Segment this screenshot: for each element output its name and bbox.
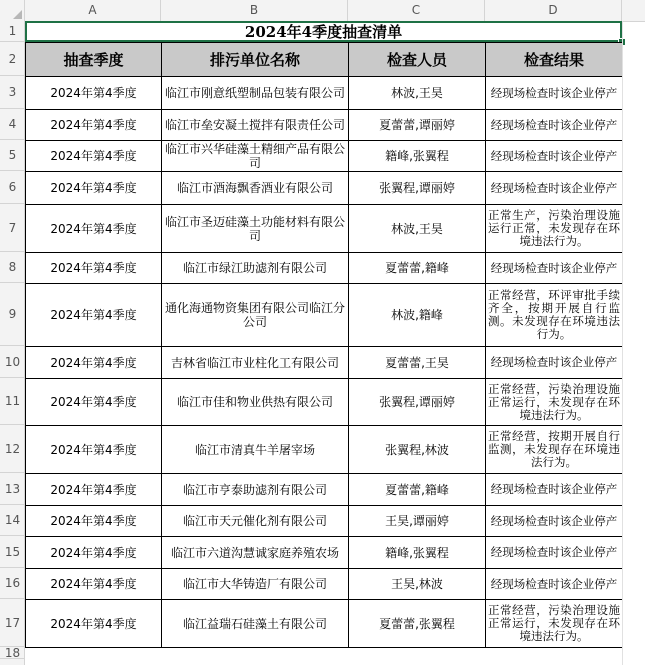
unit-name-cell[interactable]: 吉林省临江市业柱化工有限公司 xyxy=(162,347,349,379)
quarter-cell[interactable]: 2024年第4季度 xyxy=(26,537,162,569)
inspectors-cell[interactable]: 夏蕾蕾,王昊 xyxy=(349,347,486,379)
unit-name-cell[interactable]: 临江市清真牛羊屠宰场 xyxy=(162,426,349,474)
inspectors-cell[interactable]: 林波,籍峰 xyxy=(349,284,486,347)
inspectors-cell[interactable]: 王昊,谭丽婷 xyxy=(349,506,486,537)
header-inspectors[interactable]: 检查人员 xyxy=(349,43,486,77)
row-header-17[interactable]: 17 xyxy=(0,599,25,647)
result-cell[interactable]: 经现场检查时该企业停产 xyxy=(486,347,623,379)
inspectors-cell[interactable]: 张翼程,谭丽婷 xyxy=(349,172,486,205)
header-row xyxy=(26,43,623,77)
table-row xyxy=(26,426,623,474)
table-row xyxy=(26,379,623,426)
quarter-cell[interactable]: 2024年第4季度 xyxy=(26,474,162,506)
column-header-b[interactable]: B xyxy=(161,0,348,21)
row-header-3[interactable]: 3 xyxy=(0,76,25,109)
table-row xyxy=(26,569,623,600)
unit-name-cell[interactable]: 临江市佳和物业供热有限公司 xyxy=(162,379,349,426)
result-cell[interactable]: 正常经营，污染治理设施正常运行，未发现存在环境违法行为。 xyxy=(486,600,623,648)
quarter-cell[interactable]: 2024年第4季度 xyxy=(26,506,162,537)
table-row xyxy=(26,253,623,284)
inspectors-cell[interactable]: 林波,王昊 xyxy=(349,77,486,110)
unit-name-cell[interactable]: 临江市绿江助滤剂有限公司 xyxy=(162,253,349,284)
table-row xyxy=(26,537,623,569)
gridline xyxy=(622,21,623,665)
unit-name-cell[interactable]: 临江市亨泰助滤剂有限公司 xyxy=(162,474,349,506)
unit-name-cell[interactable]: 临江市天元催化剂有限公司 xyxy=(162,506,349,537)
row-header-11[interactable]: 11 xyxy=(0,378,25,425)
quarter-cell[interactable]: 2024年第4季度 xyxy=(26,347,162,379)
inspectors-cell[interactable]: 张翼程,林波 xyxy=(349,426,486,474)
result-cell[interactable]: 正常生产，污染治理设施运行正常，未发现存在环境违法行为。 xyxy=(486,205,623,253)
row-header-7[interactable]: 7 xyxy=(0,204,25,252)
header-result[interactable]: 检查结果 xyxy=(486,43,623,77)
row-header-14[interactable]: 14 xyxy=(0,505,25,536)
result-cell[interactable]: 经现场检查时该企业停产 xyxy=(486,537,623,569)
quarter-cell[interactable]: 2024年第4季度 xyxy=(26,205,162,253)
result-cell[interactable]: 正常经营，污染治理设施正常运行，未发现存在环境违法行为。 xyxy=(486,379,623,426)
result-cell[interactable]: 经现场检查时该企业停产 xyxy=(486,253,623,284)
row-header-2[interactable]: 2 xyxy=(0,42,25,76)
column-header-bar xyxy=(0,0,645,22)
result-cell[interactable]: 经现场检查时该企业停产 xyxy=(486,77,623,110)
header-quarter[interactable]: 抽查季度 xyxy=(26,43,162,77)
result-cell[interactable]: 经现场检查时该企业停产 xyxy=(486,474,623,506)
result-cell[interactable]: 正常经营，环评审批手续齐全，按期开展自行监测。未发现存在环境违法行为。 xyxy=(486,284,623,347)
quarter-cell[interactable]: 2024年第4季度 xyxy=(26,569,162,600)
inspectors-cell[interactable]: 籍峰,张翼程 xyxy=(349,537,486,569)
result-cell[interactable]: 经现场检查时该企业停产 xyxy=(486,110,623,141)
quarter-cell[interactable]: 2024年第4季度 xyxy=(26,284,162,347)
result-cell[interactable]: 正常经营，按期开展自行监测，未发现存在环境违法行为。 xyxy=(486,426,623,474)
column-header-c[interactable]: C xyxy=(348,0,485,21)
row-header-9[interactable]: 9 xyxy=(0,283,25,346)
table-row xyxy=(26,172,623,205)
sheet-title-cell[interactable]: 2024年4季度抽查清单 xyxy=(244,23,403,41)
unit-name-cell[interactable]: 临江市六道沟慧诚家庭养殖农场 xyxy=(162,537,349,569)
table-row xyxy=(26,474,623,506)
row-header-12[interactable]: 12 xyxy=(0,425,25,473)
inspectors-cell[interactable]: 张翼程,谭丽婷 xyxy=(349,379,486,426)
row-header-4[interactable]: 4 xyxy=(0,109,25,140)
table-row xyxy=(26,506,623,537)
unit-name-cell[interactable]: 临江市大华铸造厂有限公司 xyxy=(162,569,349,600)
result-cell[interactable]: 经现场检查时该企业停产 xyxy=(486,172,623,205)
quarter-cell[interactable]: 2024年第4季度 xyxy=(26,110,162,141)
quarter-cell[interactable]: 2024年第4季度 xyxy=(26,426,162,474)
select-all-corner[interactable] xyxy=(0,0,25,21)
quarter-cell[interactable]: 2024年第4季度 xyxy=(26,172,162,205)
table-row xyxy=(26,77,623,110)
header-unit-name[interactable]: 排污单位名称 xyxy=(162,43,349,77)
cell-grid xyxy=(25,21,645,665)
unit-name-cell[interactable]: 临江市刚意纸塑制品包装有限公司 xyxy=(162,77,349,110)
row-header-18[interactable]: 18 xyxy=(0,647,25,659)
quarter-cell[interactable]: 2024年第4季度 xyxy=(26,379,162,426)
column-header-a[interactable]: A xyxy=(25,0,161,21)
inspectors-cell[interactable]: 林波,王昊 xyxy=(349,205,486,253)
table-row xyxy=(26,347,623,379)
table-row xyxy=(26,284,623,347)
inspectors-cell[interactable]: 夏蕾蕾,籍峰 xyxy=(349,474,486,506)
table-row xyxy=(26,600,623,648)
row-header-13[interactable]: 13 xyxy=(0,473,25,505)
row-header-10[interactable]: 10 xyxy=(0,346,25,378)
inspectors-cell[interactable]: 夏蕾蕾,籍峰 xyxy=(349,253,486,284)
unit-name-cell[interactable]: 临江市兴华硅藻土精细产品有限公司 xyxy=(162,141,349,172)
unit-name-cell[interactable]: 临江市圣迈硅藻土功能材料有限公司 xyxy=(162,205,349,253)
row-header-5[interactable]: 5 xyxy=(0,140,25,171)
result-cell[interactable]: 经现场检查时该企业停产 xyxy=(486,569,623,600)
result-cell[interactable]: 经现场检查时该企业停产 xyxy=(486,141,623,172)
inspectors-cell[interactable]: 籍峰,张翼程 xyxy=(349,141,486,172)
inspectors-cell[interactable]: 王昊,林波 xyxy=(349,569,486,600)
quarter-cell[interactable]: 2024年第4季度 xyxy=(26,77,162,110)
table-row xyxy=(26,205,623,253)
unit-name-cell[interactable]: 临江市垒安凝土搅拌有限责任公司 xyxy=(162,110,349,141)
row-header-16[interactable]: 16 xyxy=(0,568,25,599)
quarter-cell[interactable]: 2024年第4季度 xyxy=(26,253,162,284)
inspectors-cell[interactable]: 夏蕾蕾,张翼程 xyxy=(349,600,486,648)
unit-name-cell[interactable]: 通化海通物资集团有限公司临江分公司 xyxy=(162,284,349,347)
unit-name-cell[interactable]: 临江市酒海飘香酒业有限公司 xyxy=(162,172,349,205)
row-header-bar xyxy=(0,21,25,665)
unit-name-cell[interactable]: 临江益瑞石硅藻土有限公司 xyxy=(162,600,349,648)
result-cell[interactable]: 经现场检查时该企业停产 xyxy=(486,506,623,537)
table-row xyxy=(26,141,623,172)
quarter-cell[interactable]: 2024年第4季度 xyxy=(26,600,162,648)
inspectors-cell[interactable]: 夏蕾蕾,谭丽婷 xyxy=(349,110,486,141)
column-header-d[interactable]: D xyxy=(485,0,622,21)
row-header-8[interactable]: 8 xyxy=(0,252,25,283)
row-header-6[interactable]: 6 xyxy=(0,171,25,204)
quarter-cell[interactable]: 2024年第4季度 xyxy=(26,141,162,172)
row-header-15[interactable]: 15 xyxy=(0,536,25,568)
table-row xyxy=(26,110,623,141)
row-header-1[interactable]: 1 xyxy=(0,21,25,42)
inspection-table xyxy=(25,42,623,648)
